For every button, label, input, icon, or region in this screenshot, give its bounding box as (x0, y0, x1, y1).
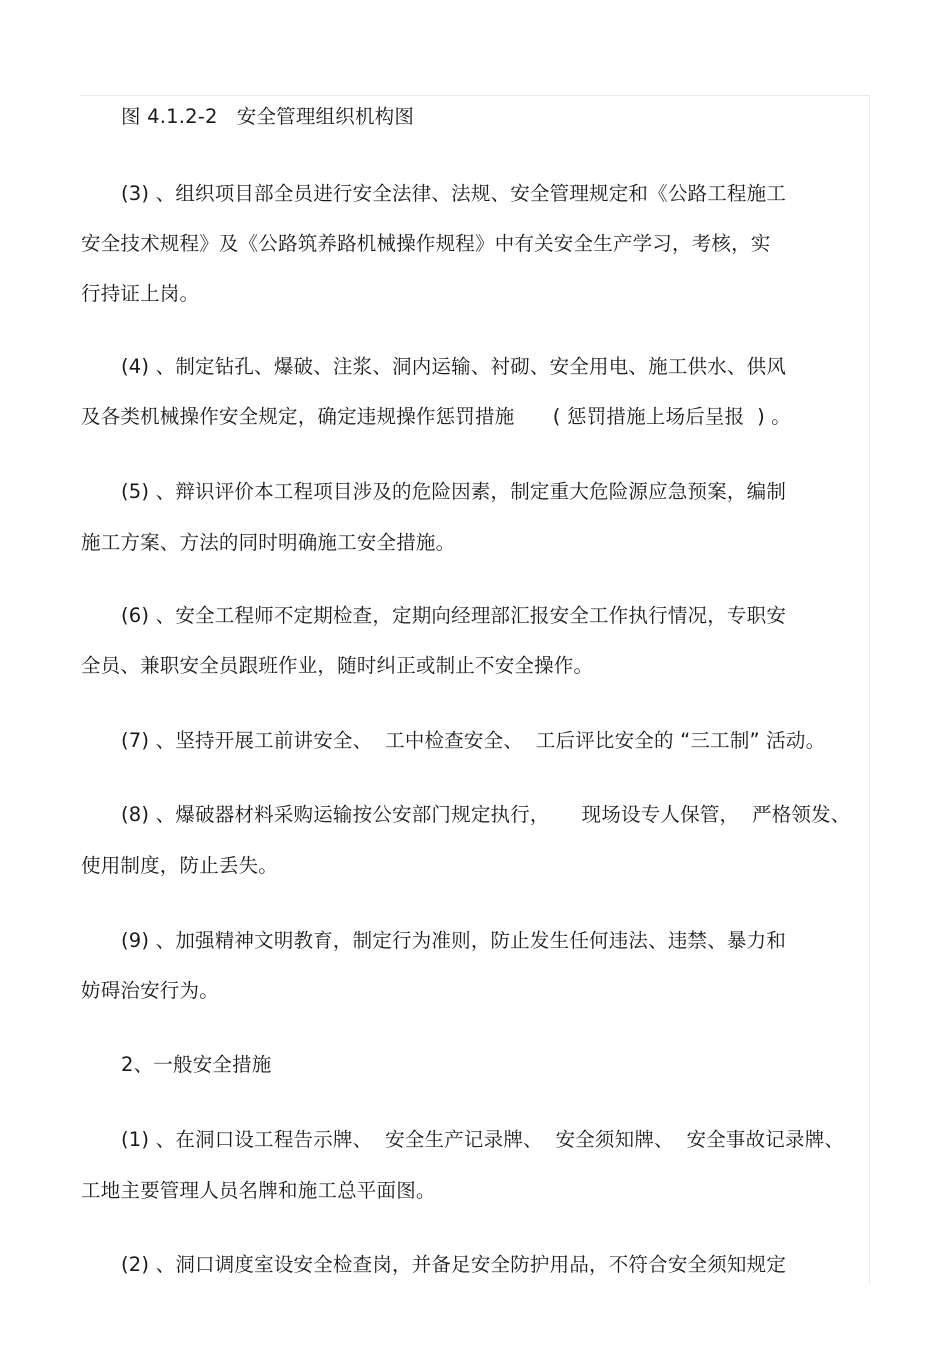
paragraph-4-line-1: (4) 、制定钻孔、爆破、注浆、洞内运输、衬砌、安全用电、施工供水、供风 (121, 355, 787, 378)
section-heading: 2、一般安全措施 (121, 1053, 272, 1076)
paragraph-4-line-2: 及各类机械操作安全规定，确定违规操作惩罚措施 ( 惩罚措施上场后呈报 ) 。 (81, 405, 792, 428)
paragraph-6-line-1: (6) 、安全工程师不定期检查，定期向经理部汇报安全工作执行情况，专职安 (121, 604, 787, 627)
paragraph-9-line-2: 妨碍治安行为。 (81, 979, 219, 1002)
general-measure-1-line-2: 工地主要管理人员名牌和施工总平面图。 (81, 1179, 436, 1202)
paragraph-3-line-1: (3) 、组织项目部全员进行安全法律、法规、安全管理规定和《公路工程施工 (121, 182, 787, 205)
paragraph-8-line-1: (8) 、爆破器材料采购运输按公安部门规定执行， 现场设专人保管， 严格领发、 (121, 803, 851, 826)
paragraph-3-line-3: 行持证上岗。 (81, 282, 200, 305)
paragraph-7-line-1: (7) 、坚持开展工前讲安全、 工中检查安全、 工后评比安全的 “三工制” 活动。 (121, 729, 826, 752)
general-measure-2-line-1: (2) 、洞口调度室设安全检查岗，并备足安全防护用品，不符合安全须知规定 (121, 1253, 787, 1276)
paragraph-5-line-1: (5) 、辩识评价本工程项目涉及的危险因素，制定重大危险源应急预案，编制 (121, 480, 787, 503)
paragraph-5-line-2: 施工方案、方法的同时明确施工安全措施。 (81, 531, 456, 554)
paragraph-8-line-2: 使用制度，防止丢失。 (81, 854, 279, 877)
right-border-line (869, 95, 870, 1285)
paragraph-6-line-2: 全员、兼职安全员跟班作业，随时纠正或制止不安全操作。 (81, 654, 594, 677)
paragraph-9-line-1: (9) 、加强精神文明教育，制定行为准则，防止发生任何违法、违禁、暴力和 (121, 929, 787, 952)
figure-caption: 图 4.1.2-2 安全管理组织机构图 (121, 105, 415, 128)
general-measure-1-line-1: (1) 、在洞口设工程告示牌、 安全生产记录牌、 安全须知牌、 安全事故记录牌、 (121, 1128, 845, 1151)
top-border-line (80, 95, 870, 96)
paragraph-3-line-2: 安全技术规程》及《公路筑养路机械操作规程》中有关安全生产学习，考核，实 (81, 232, 771, 255)
